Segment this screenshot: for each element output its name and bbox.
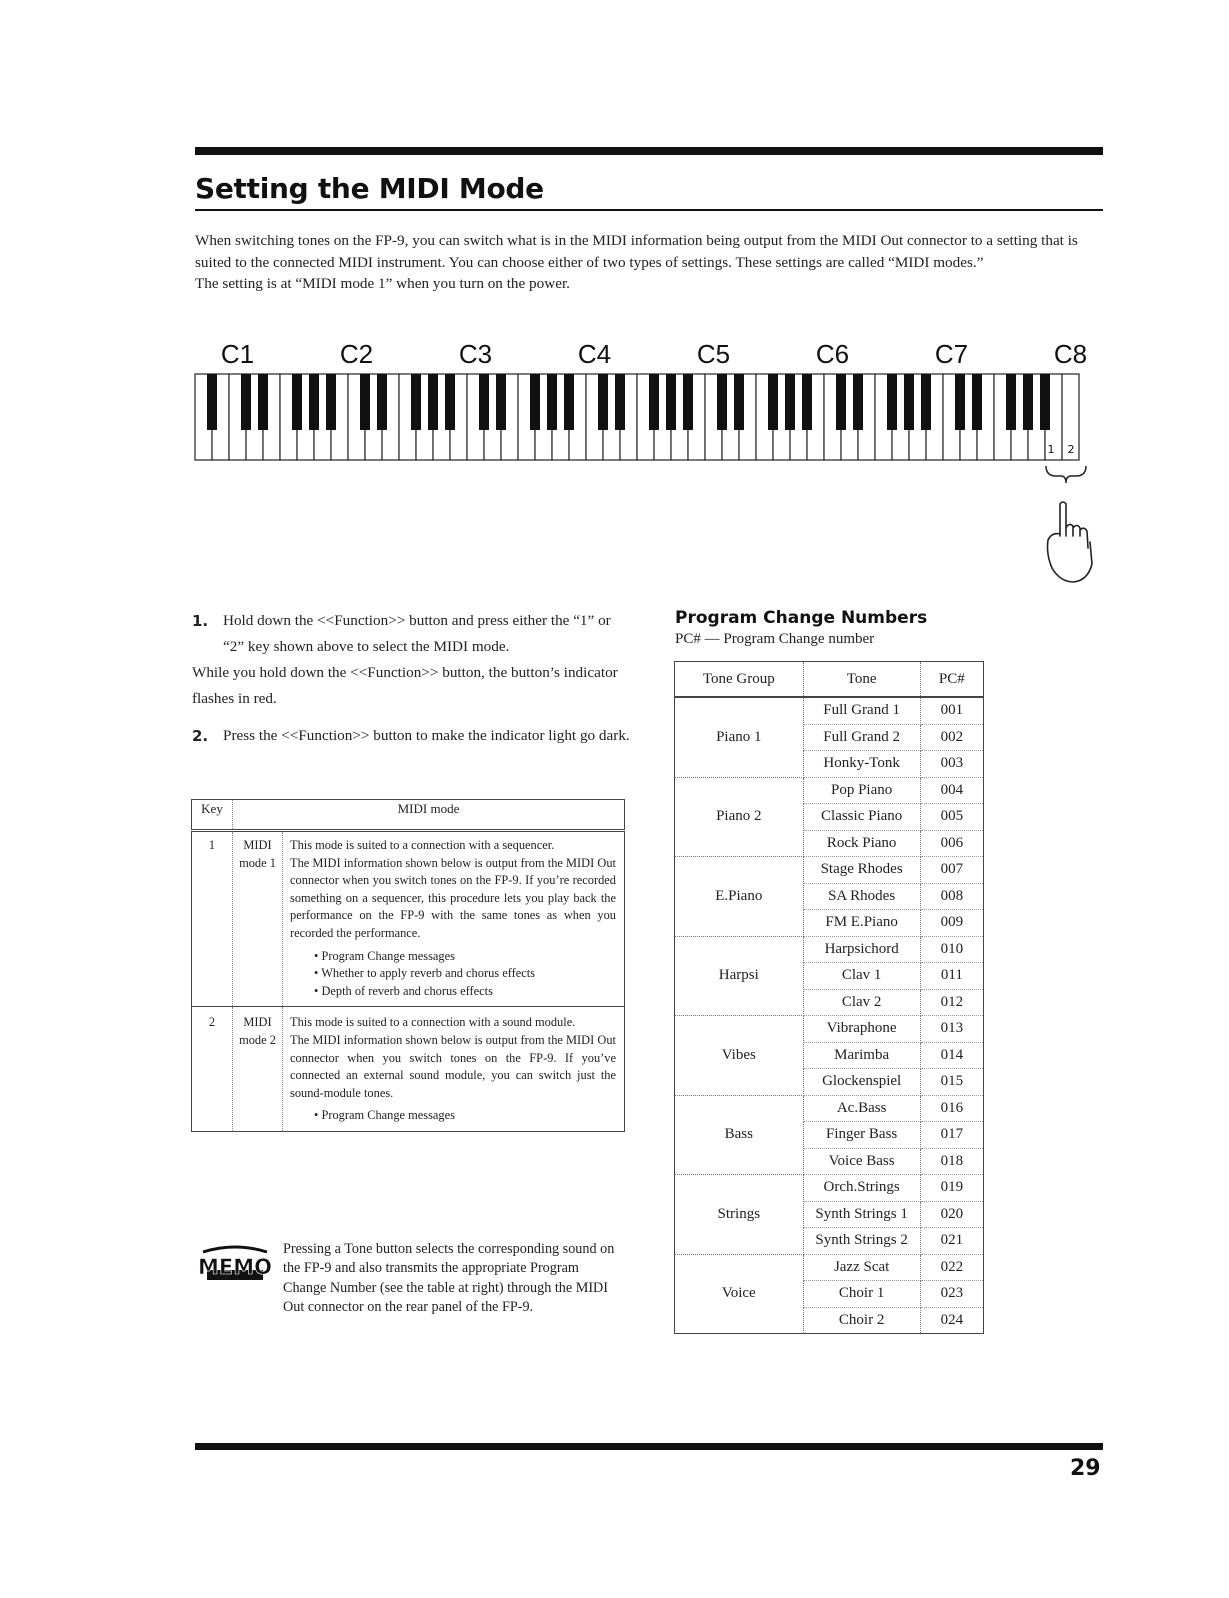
description-detail: The MIDI information shown below is output from the MIDI Out connector when you switch tones on the FP-9. If you’re recorded something on a sequencer, this procedure lets you play back the performance on the FP-9 with the same tones as when you recorded the performance. <box>290 855 616 940</box>
black-key <box>802 374 812 430</box>
tone-cell: Pop Piano <box>803 777 920 804</box>
pc-number-cell: 002 <box>920 724 983 751</box>
step-1-note: While you hold down the <<Function>> button, the button’s indicator flashes in red. <box>192 664 618 707</box>
page-title: Setting the MIDI Mode <box>195 172 544 205</box>
tone-cell: Clav 2 <box>803 989 920 1016</box>
tone-group-cell: Bass <box>675 1095 804 1175</box>
black-key <box>411 374 421 430</box>
pc-number-cell: 006 <box>920 830 983 857</box>
step-1 <box>192 608 632 660</box>
black-key <box>428 374 438 430</box>
tone-group-cell: Strings <box>675 1175 804 1255</box>
steps <box>192 608 632 749</box>
table-row <box>675 936 984 963</box>
bottom-rule <box>195 1443 1103 1450</box>
tone-cell: Clav 1 <box>803 963 920 990</box>
column-header-tone-group: Tone Group <box>675 662 804 698</box>
table-row <box>675 857 984 884</box>
column-header-pc: PC# <box>920 662 983 698</box>
table-row <box>675 1175 984 1202</box>
black-key <box>564 374 574 430</box>
column-header-midi-mode: MIDI mode <box>397 801 460 816</box>
top-rule <box>195 147 1103 155</box>
pc-number-cell: 010 <box>920 936 983 963</box>
description-cell <box>283 831 625 1007</box>
black-key <box>615 374 625 430</box>
program-change-subtitle: PC# — Program Change number <box>675 631 875 647</box>
tone-cell: FM E.Piano <box>803 910 920 937</box>
pc-number-cell: 018 <box>920 1148 983 1175</box>
key-bracket <box>1046 466 1086 483</box>
table-row <box>192 1007 625 1132</box>
tone-cell: Full Grand 2 <box>803 724 920 751</box>
pc-number-cell: 008 <box>920 883 983 910</box>
tone-cell: SA Rhodes <box>803 883 920 910</box>
tone-cell: Choir 2 <box>803 1307 920 1334</box>
tone-cell: Choir 1 <box>803 1281 920 1308</box>
black-key <box>717 374 727 430</box>
pc-number-cell: 017 <box>920 1122 983 1149</box>
black-key <box>904 374 914 430</box>
key-cell: 1 <box>192 831 233 1007</box>
table-row <box>675 777 984 804</box>
tone-group-cell: Piano 2 <box>675 777 804 857</box>
black-key <box>309 374 319 430</box>
description-cell <box>283 1007 625 1132</box>
tone-cell: Synth Strings 1 <box>803 1201 920 1228</box>
black-key <box>1023 374 1033 430</box>
column-header-tone: Tone <box>803 662 920 698</box>
bullet-list <box>314 1107 616 1125</box>
pc-number-cell: 013 <box>920 1016 983 1043</box>
black-key <box>445 374 455 430</box>
black-key <box>598 374 608 430</box>
octave-label: C7 <box>934 339 969 369</box>
tone-cell: Ac.Bass <box>803 1095 920 1122</box>
pc-number-cell: 015 <box>920 1069 983 1096</box>
table-row <box>192 831 625 1007</box>
black-key <box>207 374 217 430</box>
pc-number-cell: 011 <box>920 963 983 990</box>
pc-number-cell: 004 <box>920 777 983 804</box>
tone-cell: Classic Piano <box>803 804 920 831</box>
tone-cell: Glockenspiel <box>803 1069 920 1096</box>
pc-number-cell: 022 <box>920 1254 983 1281</box>
bullet-item: • Program Change messages <box>314 948 616 966</box>
tone-cell: Voice Bass <box>803 1148 920 1175</box>
octave-label: C6 <box>815 339 850 369</box>
pc-number-cell: 012 <box>920 989 983 1016</box>
tone-cell: Jazz Scat <box>803 1254 920 1281</box>
black-key <box>1006 374 1016 430</box>
octave-label: C2 <box>339 339 374 369</box>
midi-mode-table <box>191 799 625 1132</box>
bullet-list <box>314 948 616 1001</box>
pc-number-cell: 021 <box>920 1228 983 1255</box>
step-number: 1. <box>192 612 209 630</box>
intro <box>195 230 1103 295</box>
tone-group-cell: Vibes <box>675 1016 804 1096</box>
key-number-1: 1 <box>1047 443 1055 456</box>
black-key <box>258 374 268 430</box>
description-line: This mode is suited to a connection with a sequencer. <box>290 838 555 852</box>
black-key <box>768 374 778 430</box>
black-key <box>921 374 931 430</box>
octave-label: C5 <box>696 339 731 369</box>
black-key <box>666 374 676 430</box>
octave-label: C4 <box>577 339 612 369</box>
mode-cell: MIDI mode 2 <box>233 1007 283 1132</box>
tone-cell: Synth Strings 2 <box>803 1228 920 1255</box>
black-key <box>479 374 489 430</box>
black-key <box>649 374 659 430</box>
octave-label: C8 <box>1053 339 1088 369</box>
pc-number-cell: 003 <box>920 751 983 778</box>
table-row <box>675 1254 984 1281</box>
table-row <box>675 1095 984 1122</box>
tone-cell: Full Grand 1 <box>803 697 920 724</box>
memo-text: Pressing a Tone button selects the corresponding sound on the FP-9 and also transmits the appropriate Program Change Number (see the table at right) through the MIDI Out connector on the rear panel of the FP-9. <box>283 1241 615 1316</box>
key-cell: 2 <box>192 1007 233 1132</box>
keyboard-diagram <box>190 336 1110 596</box>
tone-cell: Vibraphone <box>803 1016 920 1043</box>
black-key <box>377 374 387 430</box>
intro-paragraph-2: The setting is at “MIDI mode 1” when you turn on the power. <box>195 275 570 293</box>
tone-cell: Marimba <box>803 1042 920 1069</box>
table-header-row <box>675 662 984 698</box>
bullet-item: • Depth of reverb and chorus effects <box>314 983 616 1001</box>
mode-cell: MIDI mode 1 <box>233 831 283 1007</box>
title-underline <box>195 209 1103 211</box>
page-number: 29 <box>1070 1456 1101 1481</box>
program-change-title: Program Change Numbers <box>675 608 928 628</box>
svg-text:MEMO: MEMO <box>198 1255 272 1279</box>
black-key <box>853 374 863 430</box>
black-key <box>241 374 251 430</box>
program-change-table <box>674 661 984 1334</box>
step-text: Press the <<Function>> button to make the indicator light go dark. <box>223 727 630 744</box>
tone-group-cell: Piano 1 <box>675 697 804 777</box>
black-key <box>530 374 540 430</box>
pc-number-cell: 014 <box>920 1042 983 1069</box>
description-line: This mode is suited to a connection with a sound module. <box>290 1015 576 1030</box>
pc-number-cell: 020 <box>920 1201 983 1228</box>
octave-labels <box>221 339 1087 369</box>
step-text: Hold down the <<Function>> button and press either the “1” or “2” key shown above to select the MIDI mode. <box>223 612 611 655</box>
tone-cell: Rock Piano <box>803 830 920 857</box>
pc-number-cell: 001 <box>920 697 983 724</box>
black-key <box>496 374 506 430</box>
step-2 <box>192 723 632 749</box>
tone-cell: Orch.Strings <box>803 1175 920 1202</box>
pc-number-cell: 007 <box>920 857 983 884</box>
column-header-key: Key <box>192 800 233 831</box>
table-row <box>675 697 984 724</box>
black-key <box>547 374 557 430</box>
bullet-item: • Whether to apply reverb and chorus effects <box>314 965 616 983</box>
tone-group-cell: E.Piano <box>675 857 804 937</box>
pc-number-cell: 005 <box>920 804 983 831</box>
black-key <box>887 374 897 430</box>
black-key <box>785 374 795 430</box>
pc-number-cell: 016 <box>920 1095 983 1122</box>
black-key <box>292 374 302 430</box>
black-key <box>326 374 336 430</box>
tone-group-cell: Voice <box>675 1254 804 1334</box>
tone-cell: Honky-Tonk <box>803 751 920 778</box>
black-key <box>683 374 693 430</box>
black-key <box>360 374 370 430</box>
step-number: 2. <box>192 727 209 745</box>
pc-number-cell: 009 <box>920 910 983 937</box>
tone-cell: Harpsichord <box>803 936 920 963</box>
tone-group-cell: Harpsi <box>675 936 804 1016</box>
black-key <box>955 374 965 430</box>
tone-cell: Finger Bass <box>803 1122 920 1149</box>
pc-number-cell: 019 <box>920 1175 983 1202</box>
bullet-item: • Program Change messages <box>314 1107 616 1125</box>
table-row <box>675 1016 984 1043</box>
tone-cell: Stage Rhodes <box>803 857 920 884</box>
black-key <box>734 374 744 430</box>
table-header-row <box>192 800 625 831</box>
pc-number-cell: 024 <box>920 1307 983 1334</box>
octave-label: C1 <box>220 339 255 369</box>
memo-icon <box>197 1244 273 1284</box>
octave-label: C3 <box>458 339 493 369</box>
key-number-2: 2 <box>1067 443 1075 456</box>
pc-number-cell: 023 <box>920 1281 983 1308</box>
black-key <box>972 374 982 430</box>
keyboard-illustration <box>190 336 1110 596</box>
pointing-hand-icon <box>1048 502 1093 582</box>
description-detail: The MIDI information shown below is output from the MIDI Out connector when you switch tones on the FP-9. If you’ve connected an external sound module, you can switch just the sound-module tones. <box>290 1032 616 1100</box>
black-key <box>1040 374 1050 430</box>
black-key <box>836 374 846 430</box>
intro-paragraph-1: When switching tones on the FP-9, you can switch what is in the MIDI information being output from the MIDI Out connector to a setting that is suited to the connected MIDI instrument. You can choose either of two types of settings. These settings are called “MIDI modes.” <box>195 232 1078 271</box>
